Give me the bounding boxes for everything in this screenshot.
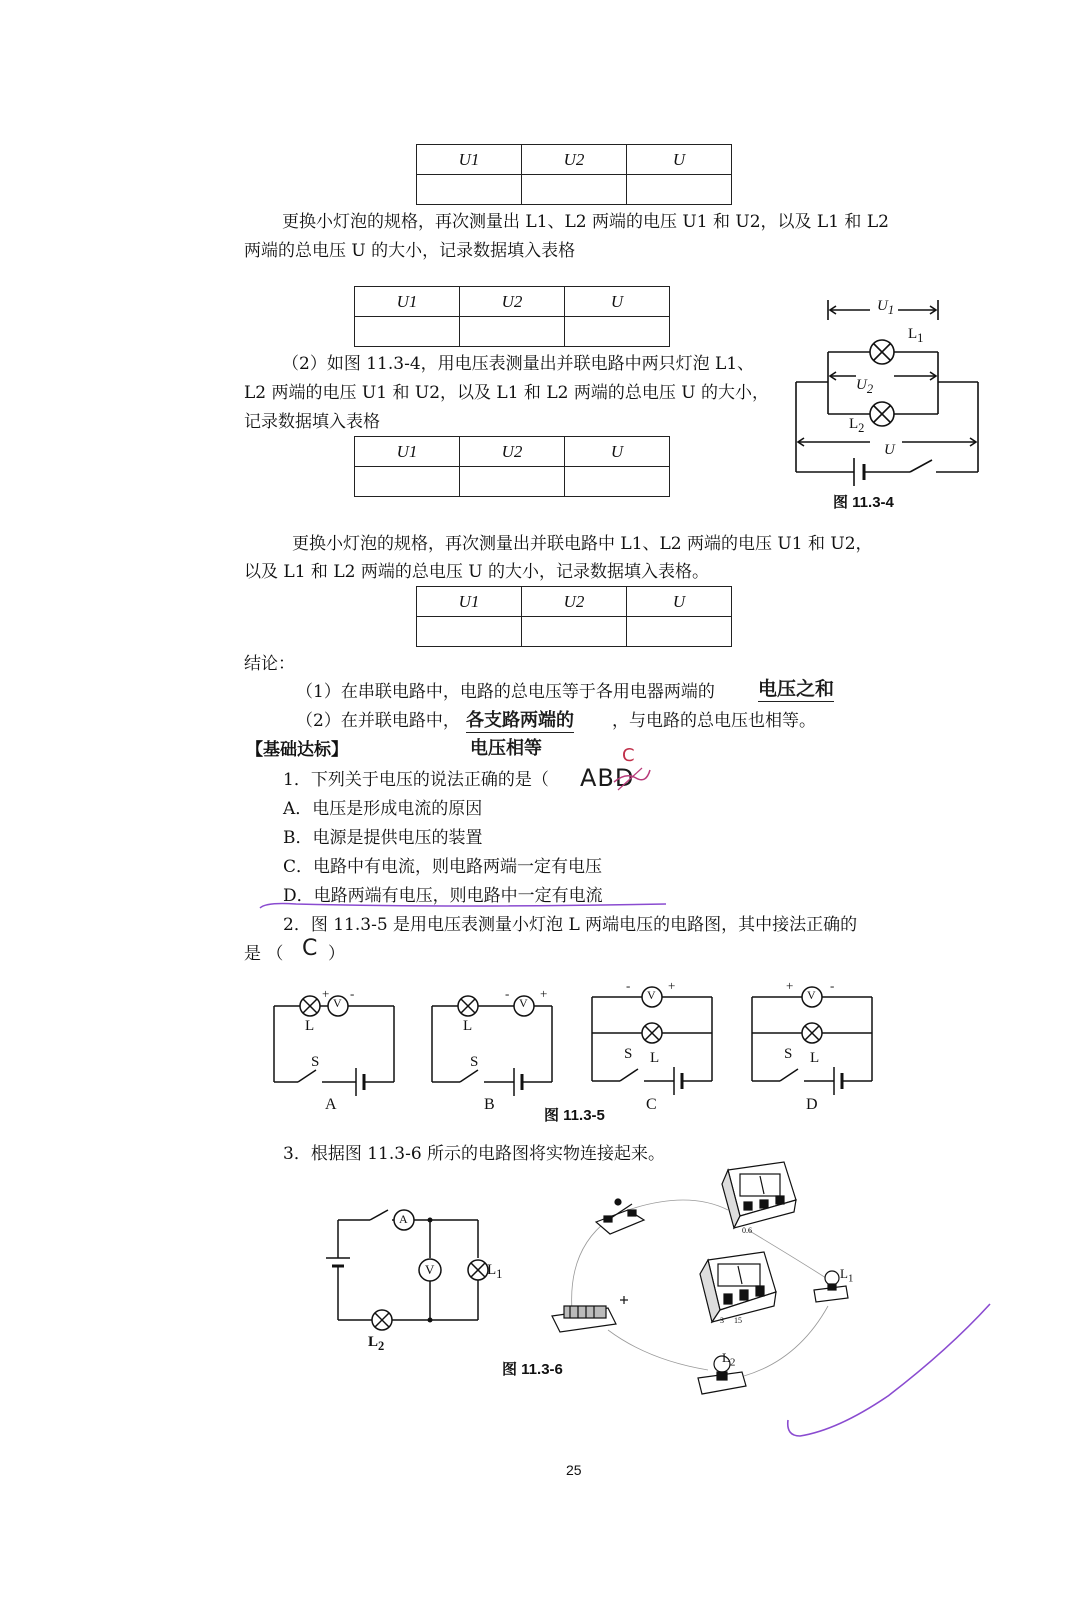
table-cell[interactable] xyxy=(355,317,460,347)
data-table-1 xyxy=(416,144,732,205)
switch-component xyxy=(596,1199,644,1234)
handwritten-answer-1: 电压之和 xyxy=(758,674,834,702)
table-header: U2 xyxy=(563,149,585,169)
table-cell[interactable] xyxy=(355,467,460,497)
question-2-close: ） xyxy=(328,944,345,964)
voltmeter-component xyxy=(700,1252,776,1322)
table-cell[interactable] xyxy=(522,175,627,205)
data-table-4 xyxy=(416,586,732,647)
figure-caption-11-3-6: 图 11.3-6 xyxy=(502,1361,563,1378)
paragraph-2-line-3: 记录数据填入表格 xyxy=(244,412,380,432)
meter-scale-15: 15 xyxy=(734,1316,742,1325)
question-3: 3．根据图 11.3-6 所示的电路图将实物连接起来。 xyxy=(283,1144,666,1164)
table-cell[interactable] xyxy=(460,317,565,347)
battery-component xyxy=(552,1296,628,1332)
question-1-option-b: B．电源是提供电压的装置 xyxy=(283,828,483,848)
table-header: U2 xyxy=(501,291,523,311)
meter-scale-06: 0.6 xyxy=(742,1226,752,1235)
table-header: U1 xyxy=(396,291,418,311)
option-label-b: B xyxy=(484,1096,495,1113)
label-u: U xyxy=(884,442,895,458)
component-l1-label: $L_1$ xyxy=(840,1266,854,1285)
option-label-a: A xyxy=(325,1096,337,1113)
table-cell[interactable] xyxy=(627,175,732,205)
table-cell[interactable] xyxy=(627,617,732,647)
figure-caption-11-3-5: 图 11.3-5 xyxy=(544,1107,605,1124)
conclusion-2b: ，与电路的总电压也相等。 xyxy=(612,711,816,731)
table-cell[interactable] xyxy=(522,617,627,647)
paragraph-2-line-1: （2）如图 11.3-4，用电压表测量出并联电路中两只灯泡 L1、 xyxy=(282,354,755,374)
figure-11-3-6-schematic xyxy=(324,1206,494,1346)
option-label-c: C xyxy=(646,1096,657,1113)
table-header: U xyxy=(672,591,686,611)
table-header: U xyxy=(610,441,624,461)
section-title: 【基础达标】 xyxy=(246,740,348,760)
option-label-d: D xyxy=(806,1096,818,1113)
question-1-option-d: D．电路两端有电压，则电路中一定有电流 xyxy=(283,886,603,906)
label-l2: $L_2$ xyxy=(849,416,865,435)
paragraph-1-line-2: 两端的总电压 U 的大小，记录数据填入表格 xyxy=(244,241,576,261)
table-header: U xyxy=(610,291,624,311)
table-header: U1 xyxy=(458,591,480,611)
table-cell[interactable] xyxy=(565,317,670,347)
table-cell[interactable] xyxy=(565,467,670,497)
paragraph-2-line-2: L2 两端的电压 U1 和 U2，以及 L1 和 L2 两端的总电压 U 的大小， xyxy=(244,383,769,403)
table-header: U1 xyxy=(396,441,418,461)
question-1: 1．下列关于电压的说法正确的是（ xyxy=(283,770,549,790)
paragraph-3-line-1: 更换小灯泡的规格，再次测量出并联电路中 L1、L2 两端的电压 U1 和 U2， xyxy=(292,534,873,554)
handwritten-q1-extra: C xyxy=(622,745,635,766)
handwritten-answer-2-top: 各支路两端的 xyxy=(466,706,574,733)
conclusion-title: 结论： xyxy=(244,654,295,674)
ammeter-component xyxy=(722,1162,796,1228)
handwritten-answer-2-bottom: 电压相等 xyxy=(470,738,542,759)
handwritten-q1-answer: ABD xyxy=(580,764,635,792)
question-2-line-2: 是 （ xyxy=(244,944,284,964)
question-1-option-c: C．电路中有电流，则电路两端一定有电压 xyxy=(283,857,603,877)
conclusion-1: （1）在串联电路中，电路的总电压等于各用电器两端的 xyxy=(296,682,715,702)
handwritten-q2-answer: C xyxy=(302,936,318,961)
data-table-3 xyxy=(354,436,670,497)
question-1-option-a: A．电压是形成电流的原因 xyxy=(283,799,483,819)
page-number: 25 xyxy=(566,1462,582,1478)
voltmeter-label: V xyxy=(425,1262,435,1277)
table-header: U2 xyxy=(563,591,585,611)
table-header: U1 xyxy=(458,149,480,169)
red-strike-mark xyxy=(612,764,652,794)
data-table-2 xyxy=(354,286,670,347)
conclusion-2a: （2）在并联电路中， xyxy=(296,711,460,731)
ammeter-label: A xyxy=(399,1212,408,1226)
paragraph-3-line-2: 以及 L1 和 L2 两端的总电压 U 的大小，记录数据填入表格。 xyxy=(244,562,709,582)
table-header: U2 xyxy=(501,441,523,461)
paragraph-1-line-1: 更换小灯泡的规格，再次测量出 L1、L2 两端的电压 U1 和 U2，以及 L1 和 L2 xyxy=(282,212,889,232)
table-header: U xyxy=(672,149,686,169)
table-cell[interactable] xyxy=(460,467,565,497)
component-l2-label: $L_2$ xyxy=(722,1350,736,1369)
label-l1: $L_1$ xyxy=(908,326,924,345)
circuit-option-b xyxy=(430,990,560,1100)
table-cell[interactable] xyxy=(417,175,522,205)
lamp-l1-label: $L_1$ xyxy=(487,1262,503,1281)
label-u2: $U_2$ xyxy=(856,377,874,396)
figure-11-3-4-circuit xyxy=(790,292,990,492)
question-2-line-1: 2．图 11.3-5 是用电压表测量小灯泡 L 两端电压的电路图，其中接法正确的 xyxy=(283,915,858,935)
lamp-l2-label: $L_2$ xyxy=(368,1334,385,1353)
table-cell[interactable] xyxy=(417,617,522,647)
purple-pen-stroke xyxy=(778,1300,998,1450)
label-u1: $U_1$ xyxy=(877,298,895,317)
meter-scale-3: 3 xyxy=(720,1316,724,1325)
figure-caption-11-3-4: 图 11.3-4 xyxy=(833,494,894,511)
